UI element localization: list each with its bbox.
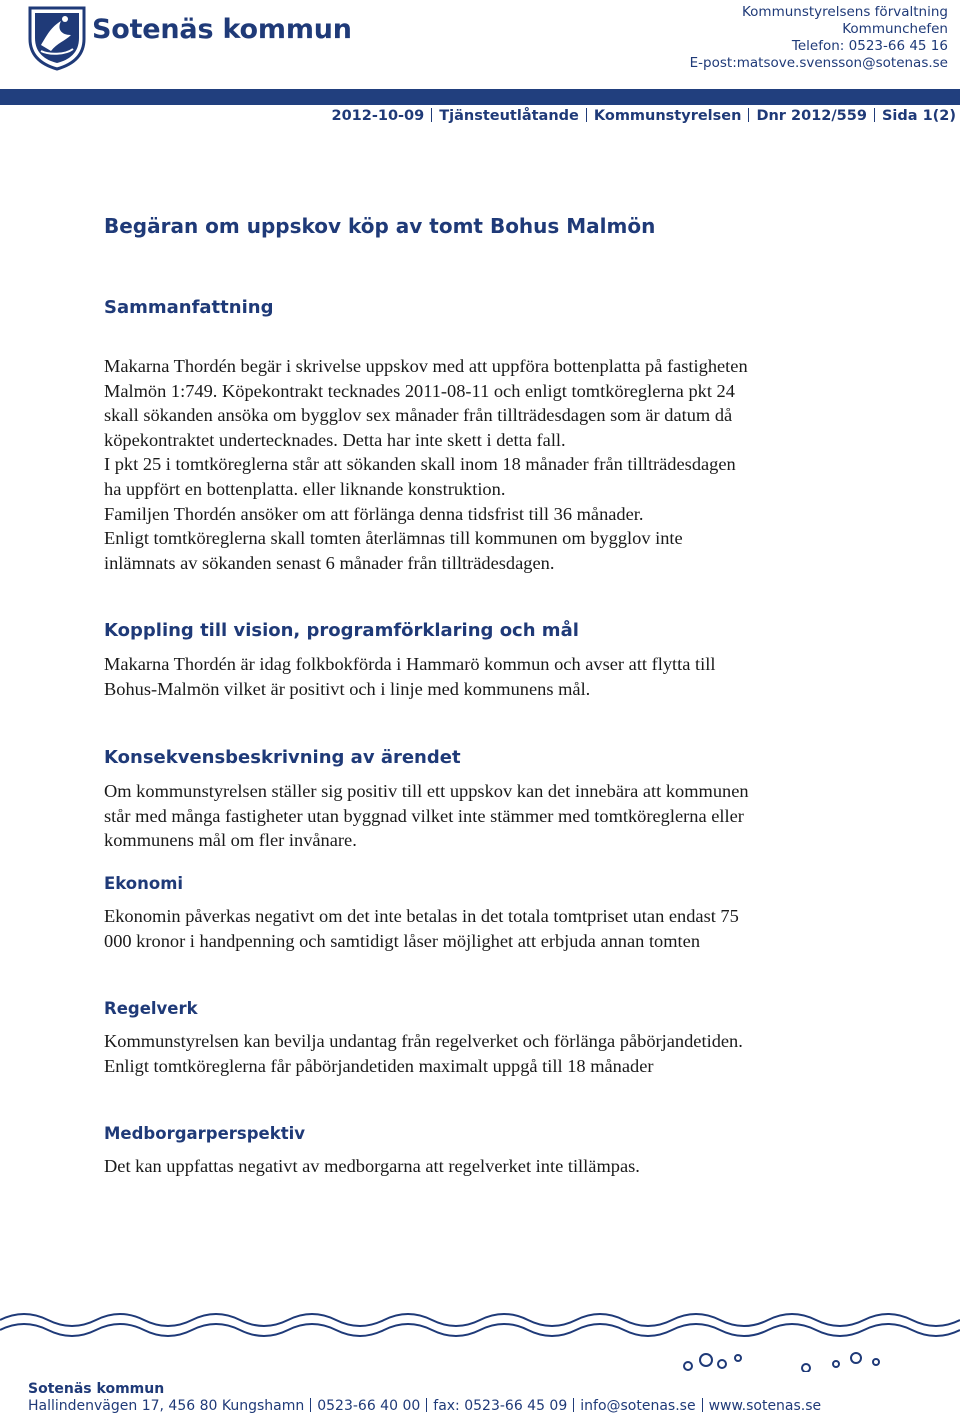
text-line: I pkt 25 i tomtköreglerna står att sökanden skall inom 18 månader från tillträdesdagen [104,454,736,475]
heading-regelverk: Regelverk [104,999,198,1018]
footer-fax: fax: 0523-66 45 09 [433,1398,568,1414]
text-line: skall sökanden ansöka om bygglov sex månader från tillträdesdagen som är datum då [104,405,733,426]
contact-block [690,4,948,72]
text-line: köpekontraktet undertecknades. Detta har inte skett i detta fall. [104,429,566,450]
text-line: står med många fastigheter utan byggnad vilket inte stämmer med tomtköreglerna eller [104,805,744,826]
text-line: Ekonomin påverkas negativt om det inte betalas in det totala tomtpriset utan endast 75 [104,906,739,926]
text-line: ha uppfört en bottenplatta. eller liknande konstruktion. [104,478,506,499]
heading-sammanfattning: Sammanfattning [104,297,274,318]
footer-organization: Sotenäs kommun [28,1381,165,1397]
footer-address-line [28,1398,821,1414]
footer-wave-decoration [0,1302,960,1372]
text-line: inlämnats av sökanden senast 6 månader från tillträdesdagen. [104,552,555,573]
contact-department: Kommunstyrelsens förvaltning [741,4,948,20]
doc-dnr: Dnr 2012/559 [756,108,867,124]
heading-ekonomi: Ekonomi [104,874,184,893]
document-info-line [331,108,956,124]
doc-body: Kommunstyrelsen [593,108,742,124]
logo-wordmark: Sotenäs kommun [92,14,352,45]
footer-address: Hallindenvägen 17, 456 80 Kungshamn [28,1398,305,1414]
heading-medborgarperspektiv: Medborgarperspektiv [104,1124,306,1143]
document-title: Begäran om uppskov köp av tomt Bohus Malmön [104,214,656,238]
text-line: Enligt tomtköreglerna skall tomten återlämnas till kommunen om bygglov inte [104,528,683,549]
footer-phone: 0523-66 40 00 [317,1398,421,1414]
paragraph-medborgarperspektiv [104,1154,864,1179]
text-line: Kommunstyrelsen kan bevilja undantag från regelverket och förlänga påbörjandetiden. [104,1031,743,1051]
doc-date: 2012-10-09 [331,108,425,124]
paragraph-konsekvens [104,779,864,853]
contact-email[interactable]: E-post:matsove.svensson@sotenas.se [689,55,948,71]
text-line: kommunens mål om fler invånare. [104,830,357,851]
footer-website[interactable]: www.sotenas.se [708,1398,822,1414]
footer-email[interactable]: info@sotenas.se [580,1398,696,1414]
paragraph-sammanfattning [104,354,864,575]
text-line: Om kommunstyrelsen ställer sig positiv till ett uppskov kan det innebära att kommunen [104,781,749,801]
contact-phone: Telefon: 0523-66 45 16 [791,38,948,54]
text-line: Malmön 1:749. Köpekontrakt tecknades 2011-08-11 och enligt tomtköreglerna pkt 24 [104,380,735,401]
text-line: Makarna Thordén är idag folkbokförda i Hammarö kommun och avser att flytta till [104,654,716,674]
contact-office: Kommunchefen [842,21,948,37]
text-line: 000 kronor i handpenning och samtidigt låser möjlighet att erbjuda annan tomten [104,930,701,951]
text-line: Det kan uppfattas negativt av medborgarna att regelverket inte tillämpas. [104,1156,640,1176]
heading-konsekvens: Konsekvensbeskrivning av ärendet [104,747,461,768]
heading-koppling: Koppling till vision, programförklaring och mål [104,620,579,641]
doc-type: Tjänsteutlåtande [439,108,579,124]
text-line: Familjen Thordén ansöker om att förlänga denna tidsfrist till 36 månader. [104,503,644,524]
paragraph-regelverk [104,1029,864,1078]
doc-page: Sida 1(2) [881,108,956,124]
header-bar [0,89,960,105]
text-line: Makarna Thordén begär i skrivelse uppskov med att uppföra bottenplatta på fastigheten [104,356,748,376]
paragraph-ekonomi [104,904,864,953]
paragraph-koppling [104,652,864,701]
sotenas-crest-logo [27,5,87,71]
text-line: Bohus-Malmön vilket är positivt och i linje med kommunens mål. [104,678,591,699]
text-line: Enligt tomtköreglerna får påbörjandetiden maximalt uppgå till 18 månader [104,1055,654,1076]
